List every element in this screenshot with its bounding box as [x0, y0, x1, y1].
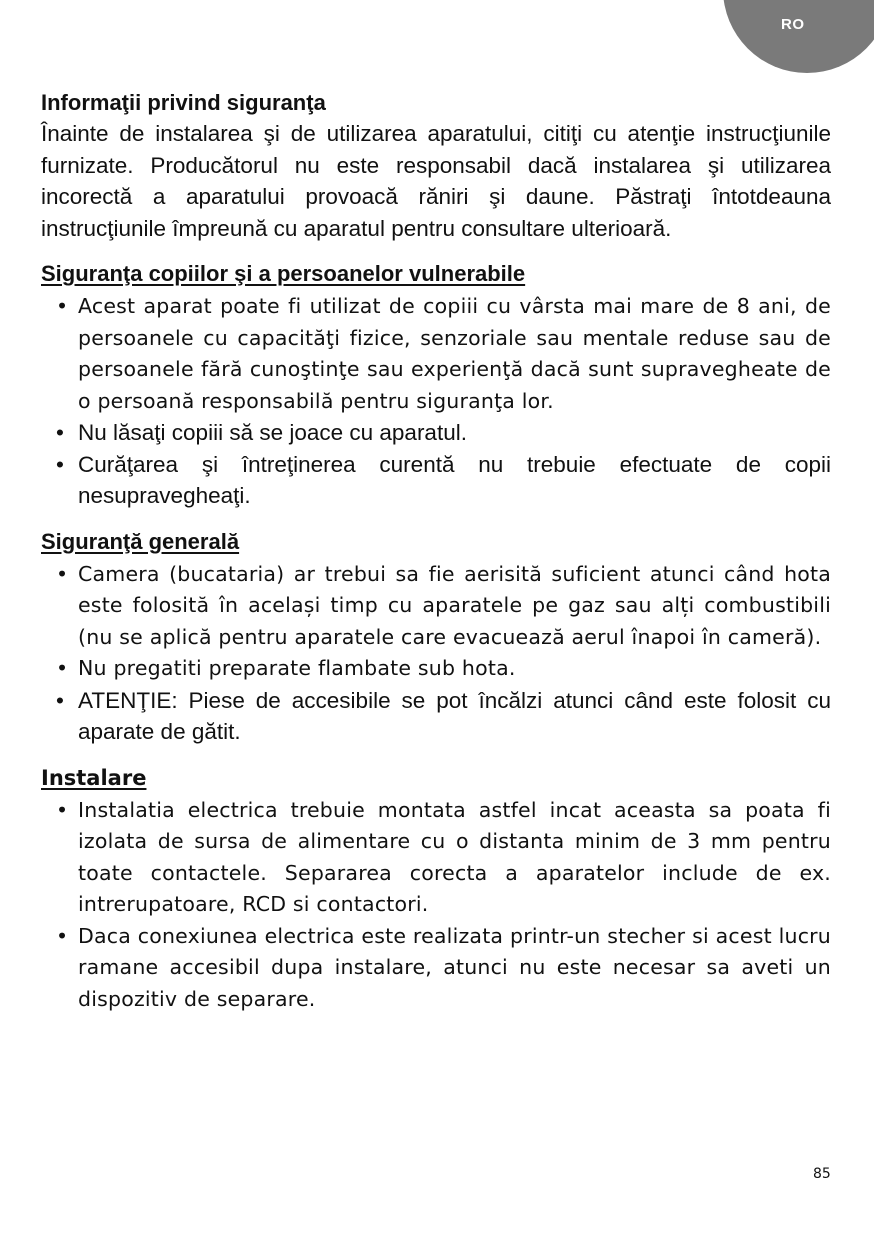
bullet-icon: • — [56, 687, 64, 713]
children-safety-list — [41, 291, 831, 512]
bullet-icon: • — [56, 420, 64, 445]
bullet-icon: • — [56, 561, 69, 586]
list-item-text: Acest aparat poate fi utilizat de copiii cu vârsta mai mare de 8 ani, de persoanele cu capacităţi fizice, senzoriale sau mentale reduse sau de persoanele fără cunoştinţe sau experienţă dacă sunt supravegheate de o persoană responsabilă pentru siguranţa lor. — [78, 294, 831, 413]
list-item — [41, 921, 831, 1016]
list-item-text: Daca conexiunea electrica este realizata printr-un stecher si acest lucru ramane accesibil dupa instalare, atunci nu este necesar sa aveti un dispozitiv de separare. — [78, 923, 831, 1011]
bullet-icon: • — [56, 294, 69, 318]
language-badge-label: RO — [781, 16, 805, 33]
section-title-installation: Instalare — [41, 765, 147, 790]
list-item — [41, 291, 831, 417]
list-item — [41, 449, 831, 512]
list-item — [41, 685, 831, 748]
section-general-safety — [41, 527, 831, 748]
language-badge — [723, 0, 874, 73]
list-item-text: Instalatia electrica trebuie montata astfel incat aceasta sa poata fi izolata de sursa de alimentare cu o distanta minim de 3 mm pentru toate contactele. Separarea corecta a aparatelor include de ex. intrerupatoare, RCD si contactori. — [78, 797, 831, 916]
section-installation — [41, 763, 831, 1016]
installation-list — [41, 795, 831, 1016]
list-item-text: Nu lăsaţi copiii să se joace cu aparatul. — [78, 420, 467, 445]
section-title-children-safety: Siguranţa copiilor şi a persoanelor vulnerabile — [41, 261, 526, 286]
list-item-text: ATENŢIE: Piese de accesibile se pot încălzi atunci când este folosit cu aparate de gătit. — [78, 687, 831, 744]
list-item-text: Camera (bucataria) ar trebui sa fie aerisită suficient atunci când hota este folosită în același timp cu aparatele pe gaz sau alți combustibili (nu se aplică pentru aparatele care evacuează aerul înapoi în cameră). — [78, 561, 831, 649]
section-title-safety-info: Informaţii privind siguranţa — [41, 90, 326, 115]
general-safety-list — [41, 559, 831, 748]
list-item — [41, 559, 831, 654]
section-children-safety — [41, 259, 831, 512]
bullet-icon: • — [56, 656, 69, 680]
page-number: 85 — [813, 1166, 831, 1182]
list-item-text: Nu pregatiti preparate flambate sub hota. — [78, 656, 516, 680]
bullet-icon: • — [56, 797, 69, 822]
safety-info-text: Înainte de instalarea şi de utilizarea aparatului, citiţi cu atenţie instrucţiunile furnizate. Producătorul nu este responsabil dacă instalarea şi utilizarea incorectă a aparatului provoacă răniri şi daune. Păstraţi întotdeauna instrucţiunile împreună cu aparatul pentru consultare ulterioară. — [41, 121, 831, 241]
list-item-text: Curăţarea şi întreţinerea curentă nu trebuie efectuate de copii nesupravegheaţi. — [78, 451, 831, 508]
list-item — [41, 795, 831, 921]
section-safety-info — [41, 88, 831, 244]
list-item — [41, 653, 831, 685]
bullet-icon: • — [56, 451, 64, 477]
page-content — [41, 88, 831, 1015]
section-title-general-safety: Siguranţă generală — [41, 528, 240, 554]
bullet-icon: • — [56, 923, 69, 948]
list-item — [41, 417, 831, 449]
